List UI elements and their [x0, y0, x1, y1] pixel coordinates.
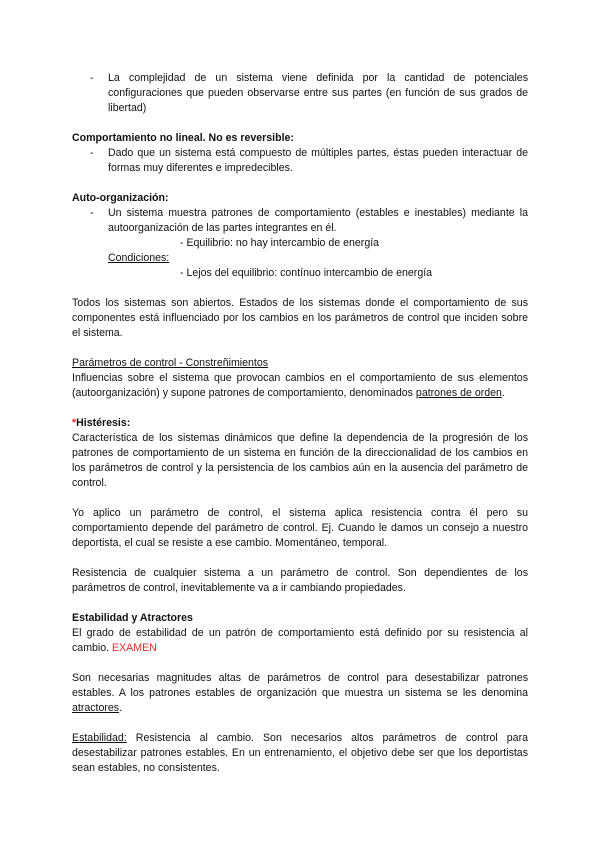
stability-definition-paragraph: Estabilidad: Resistencia al cambio. Son necesarios altos parámetros de control para desestabilizar patrones estables. En un entrenamiento, el objetivo debe ser que los deportistas sean estables, no consistentes. [72, 732, 528, 774]
stability-paragraph: El grado de estabilidad de un patrón de comportamiento está definido por su resistencia al cambio. EXAMEN [72, 627, 528, 654]
attractors-term: atractores [72, 702, 120, 714]
autoorg-bullet: - Un sistema muestra patrones de comportamiento (estables e inestables) mediante la autoorganización de las partes integrantes en él. [72, 206, 528, 236]
control-parameters-title: Parámetros de control - Constreñimientos [72, 357, 269, 369]
complexity-bullet: - La complejidad de un sistema viene definida por la cantidad de potenciales configuraciones que pueden observarse entre sus partes (en función de sus grados de libertad) [72, 71, 528, 116]
hysteresis-paragraph: Característica de los sistemas dinámicos que define la dependencia de la progresión de los patrones de comportamiento de un sistema en función de la direccionalidad de los cambios en los parámetros de control y la persistencia de los cambios aún en la ausencia del parámetro de control. [72, 432, 528, 489]
nonlinear-bullet: - Dado que un sistema está compuesto de múltiples partes, éstas pueden interactuar de formas muy diferentes e impredecibles. [72, 146, 528, 176]
document-page [72, 71, 528, 776]
conditions-label: Condiciones: [108, 252, 170, 264]
far-equilibrium-line: - Lejos del equilibrio: contínuo intercambio de energía [180, 267, 433, 279]
hysteresis-heading: *Histéresis: [72, 417, 131, 429]
example-paragraph: Yo aplico un parámetro de control, el sistema aplica resistencia contra él pero su comportamiento depende del parámetro de control. Ej. Cuando le damos un consejo a nuestro deportista, el cual se resiste a ese cambio. Momentáneo, temporal. [72, 507, 528, 549]
open-systems-paragraph: Todos los sistemas son abiertos. Estados de los sistemas donde el comportamiento de sus componentes está influenciado por los cambios en los parámetros de control que inciden sobre el sistema. [72, 297, 528, 339]
stability-label: Estabilidad: [72, 732, 127, 744]
stability-heading: Estabilidad y Atractores [72, 612, 193, 624]
order-patterns-term: patrones de orden [415, 387, 502, 399]
autoorg-heading: Auto-organización: [72, 192, 169, 204]
resistance-paragraph: Resistencia de cualquier sistema a un parámetro de control. Son dependientes de los parámetros de control, inevitablemente va a ir cambiando propiedades. [72, 567, 528, 594]
nonlinear-heading: Comportamiento no lineal. No es reversible: [72, 132, 294, 144]
hysteresis-star: * [72, 417, 77, 429]
control-parameters-paragraph: Influencias sobre el sistema que provocan cambios en el comportamiento de sus elementos (autoorganización) y supone patrones de comportamiento, denominados patrones de orden. [72, 372, 528, 399]
exam-tag: EXAMEN [112, 642, 157, 654]
attractors-paragraph: Son necesarias magnitudes altas de parámetros de control para desestabilizar patrones estables. A los patrones estables de organización que muestra un sistema se les denomina atractores. [72, 672, 528, 714]
equilibrium-line: - Equilibrio: no hay intercambio de energía [180, 237, 380, 249]
